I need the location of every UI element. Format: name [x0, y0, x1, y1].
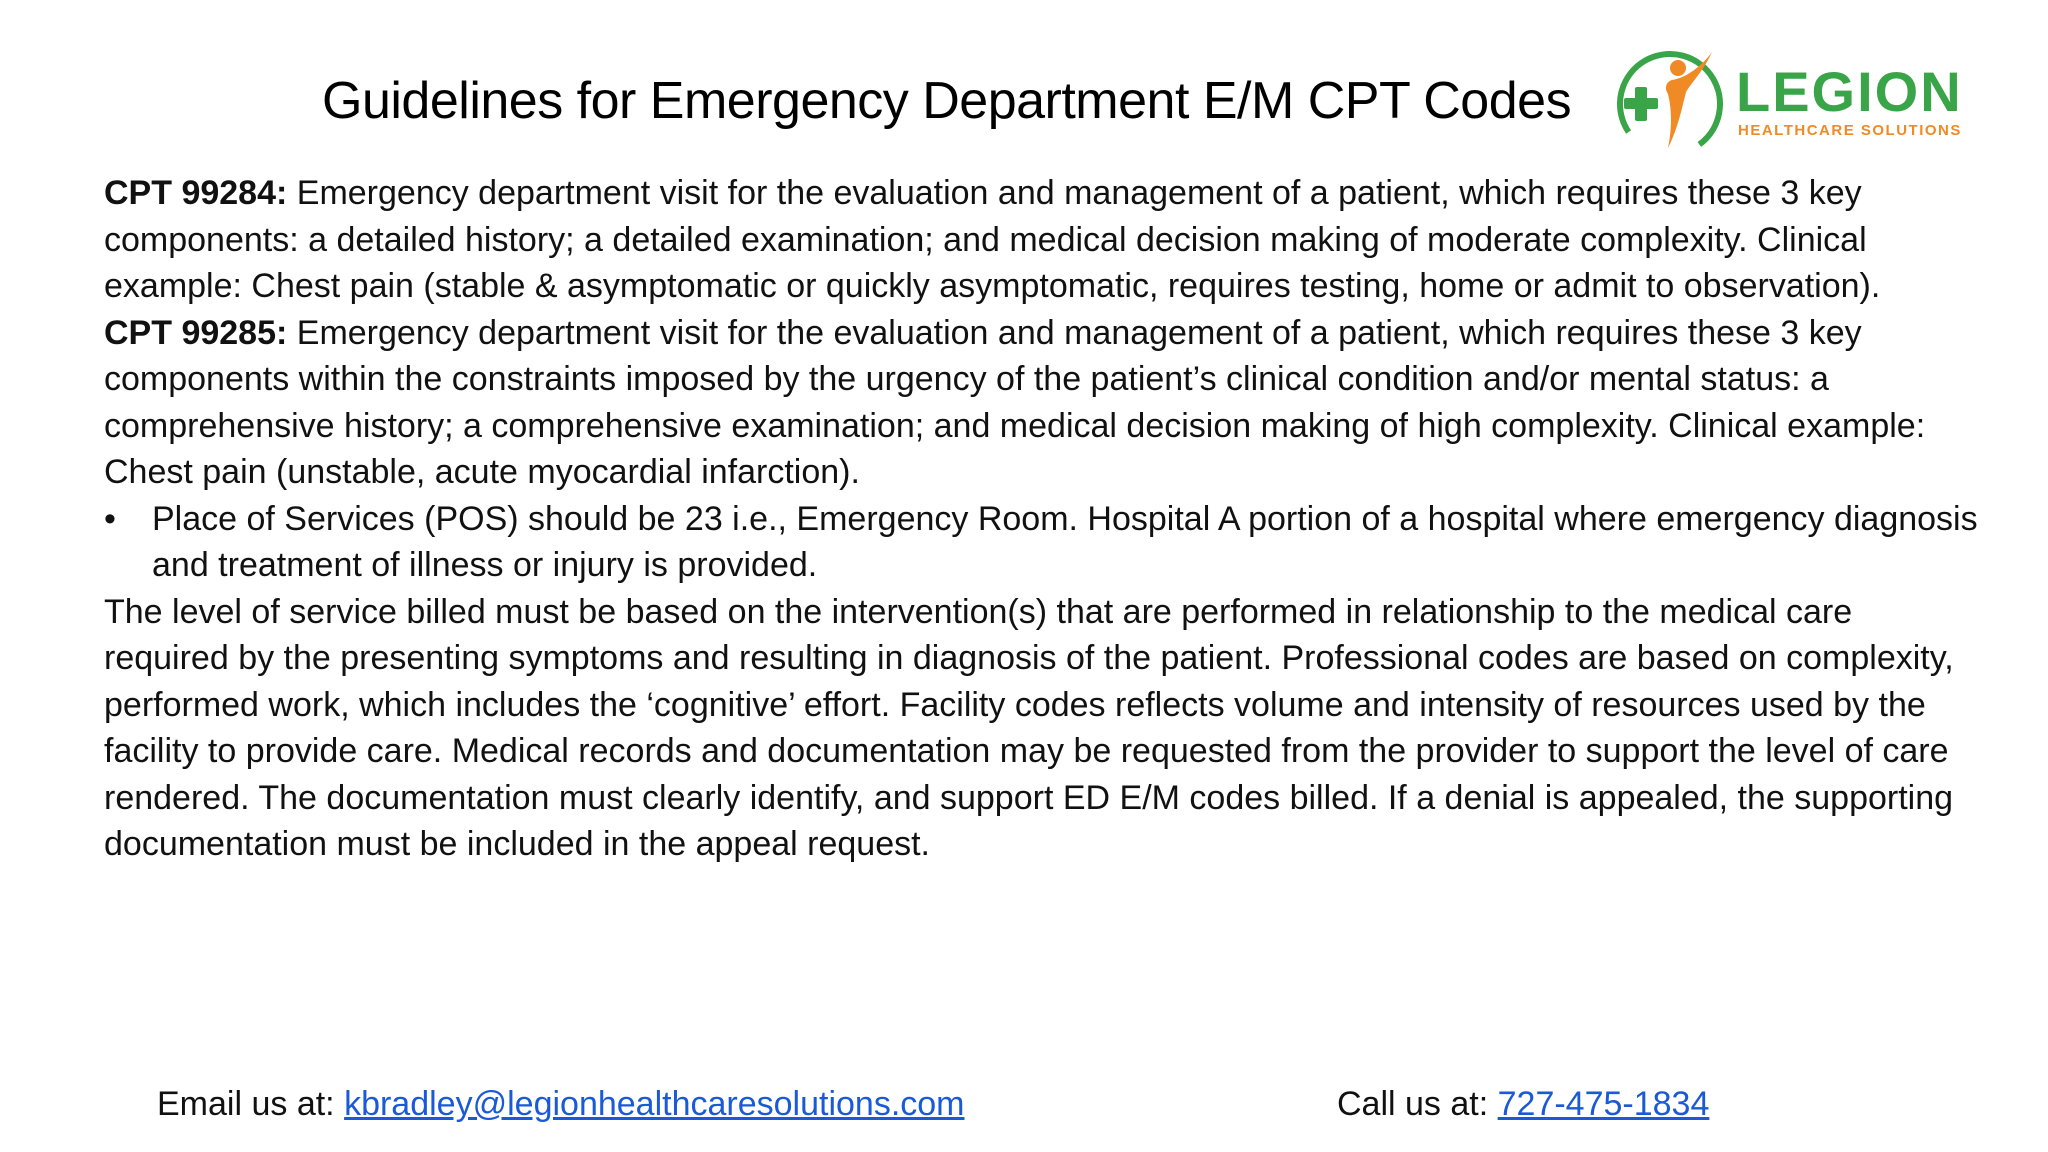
- cpt-99285-text: Emergency department visit for the evaluation and management of a patient, which requires these 3 key components within the constraints imposed by the urgency of the patient’s clinical condition and/or mental status: a comprehensive history; a comprehensive examination; and medical decision making of high complexity. Clinical example: Chest pain (unstable, acute myocardial infarction).: [104, 313, 1926, 491]
- footer-email: [157, 1082, 965, 1126]
- cpt-99284-text: Emergency department visit for the evaluation and management of a patient, which requires these 3 key components: a detailed history; a detailed examination; and medical decision making of moderate complexity. Clinical example: Chest pain (stable & asymptomatic or quickly asymptomatic, requires testing, home or admit to observation).: [104, 174, 1881, 305]
- cpt-99285-label: CPT 99285:: [104, 313, 288, 352]
- pos-bullet-item: [104, 496, 1984, 589]
- email-link[interactable]: kbradley@legionhealthcaresolutions.com: [344, 1085, 965, 1123]
- level-of-service-paragraph: The level of service billed must be based on the intervention(s) that are performed in relationship to the medical care required by the presenting symptoms and resulting in diagnosis of the patient. Professional codes are based on complexity, performed work, which includes the ‘cognitive’ effort. Facility codes reflects volume and intensity of resources used by the facility to provide care. Medical records and documentation may be requested from the provider to support the level of care rendered. The documentation must clearly identify, and support ED E/M codes billed. If a denial is appealed, the supporting documentation must be included in the appeal request.: [104, 592, 1954, 863]
- cpt-99284-paragraph: [104, 170, 1984, 310]
- bullet-icon: •: [104, 499, 116, 538]
- content-body: [104, 170, 1984, 868]
- legion-logo-icon: [1612, 44, 1730, 162]
- page-title: Guidelines for Emergency Department E/M CPT Codes: [322, 72, 1572, 130]
- email-label: Email us at:: [157, 1085, 345, 1123]
- pos-bullet-text: Place of Services (POS) should be 23 i.e., Emergency Room. Hospital A portion of a hospital where emergency diagnosis and treatment of illness or injury is provided.: [152, 499, 1978, 584]
- cpt-99284-label: CPT 99284:: [104, 174, 288, 212]
- legion-logo: [1612, 44, 1982, 164]
- logo-tagline: HEALTHCARE SOLUTIONS: [1738, 122, 1962, 139]
- phone-label: Call us at:: [1337, 1085, 1498, 1123]
- footer-phone: [1337, 1082, 1709, 1126]
- phone-link[interactable]: 727-475-1834: [1497, 1085, 1710, 1123]
- logo-wordmark: LEGION: [1736, 60, 1963, 123]
- cpt-99285-paragraph: [104, 310, 1984, 496]
